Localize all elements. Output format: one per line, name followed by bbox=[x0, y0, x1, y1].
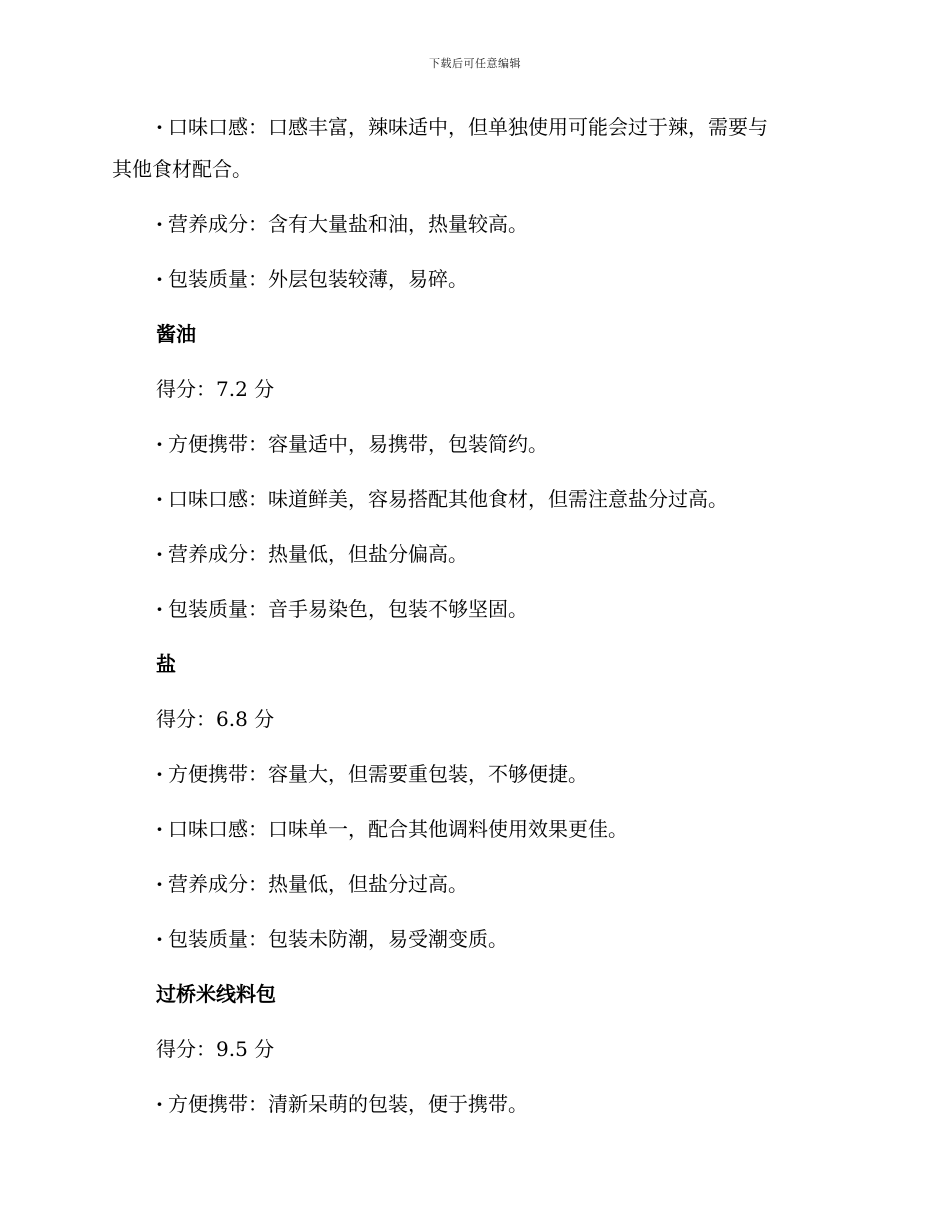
bullet-convenience-noodle: · 方便携带：清新呆萌的包装，便于携带。 bbox=[156, 1091, 528, 1117]
bullet-nutrition-soy: · 营养成分：热量低，但盐分偏高。 bbox=[156, 541, 468, 567]
bullet-package-soy: · 包装质量：音手易染色，包装不够坚固。 bbox=[156, 596, 528, 622]
bullet-taste-intro-line2: 其他食材配合。 bbox=[112, 157, 252, 181]
bullet-taste-intro-line1: · 口味口感：口感丰富，辣味适中，但单独使用可能会过于辣，需要与 bbox=[156, 114, 768, 140]
bullet-taste-soy: · 口味口感：味道鲜美，容易搭配其他食材，但需注意盐分过高。 bbox=[156, 486, 728, 512]
section-title-salt: 盐 bbox=[156, 652, 176, 676]
bullet-convenience-salt: · 方便携带：容量大，但需要重包装，不够便捷。 bbox=[156, 761, 588, 787]
score-soy: 得分：7.2 分 bbox=[156, 377, 275, 401]
bullet-nutrition-salt: · 营养成分：热量低，但盐分过高。 bbox=[156, 871, 468, 897]
page-header: 下载后可任意编辑 bbox=[429, 57, 521, 70]
section-title-soy: 酱油 bbox=[156, 322, 196, 346]
bullet-package-intro: · 包装质量：外层包装较薄，易碎。 bbox=[156, 266, 468, 292]
score-noodle: 得分：9.5 分 bbox=[156, 1037, 275, 1061]
score-salt: 得分：6.8 分 bbox=[156, 707, 275, 731]
bullet-nutrition-intro: · 营养成分：含有大量盐和油，热量较高。 bbox=[156, 211, 528, 237]
bullet-convenience-soy: · 方便携带：容量适中，易携带，包装简约。 bbox=[156, 431, 548, 457]
bullet-taste-salt: · 口味口感：口味单一，配合其他调料使用效果更佳。 bbox=[156, 816, 628, 842]
section-title-noodle: 过桥米线料包 bbox=[156, 982, 276, 1006]
bullet-package-salt: · 包装质量：包装未防潮，易受潮变质。 bbox=[156, 926, 508, 952]
